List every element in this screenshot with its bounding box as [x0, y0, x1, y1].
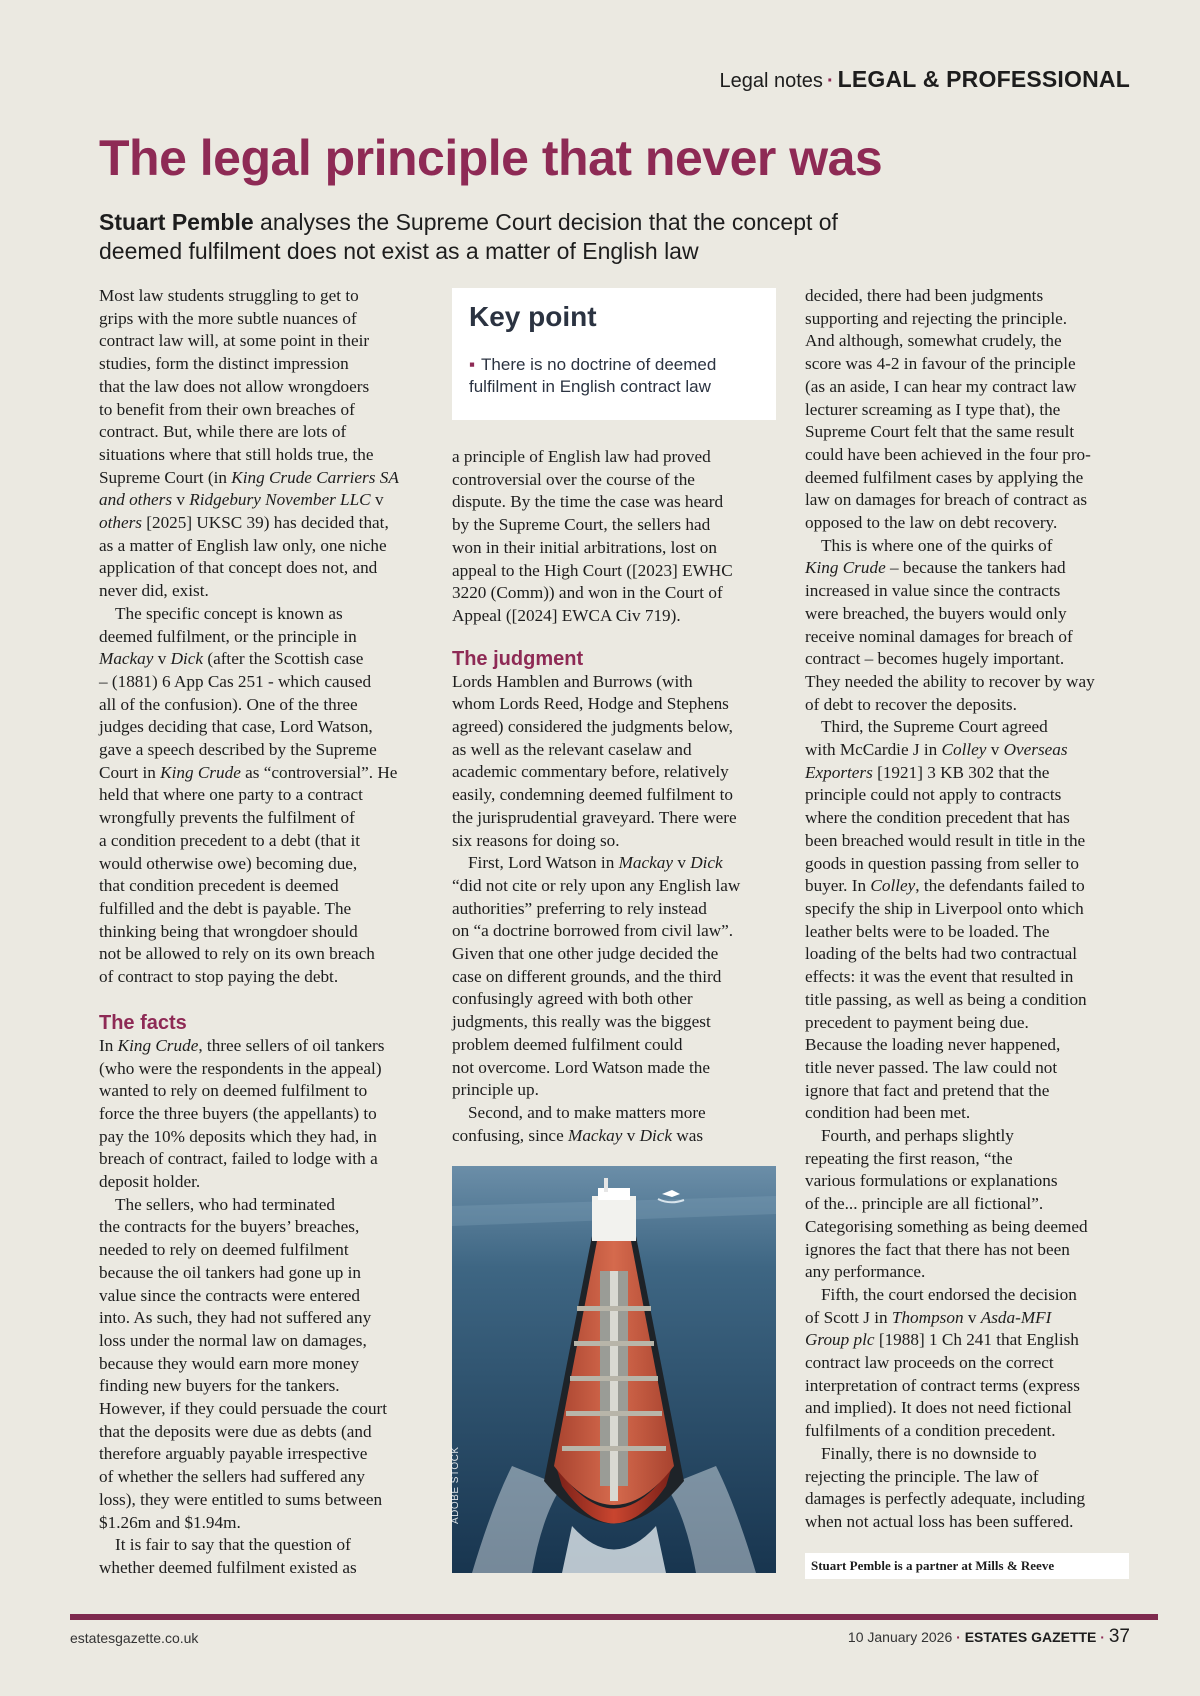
footer-rule [70, 1614, 1158, 1620]
body-paragraph: Finally, there is no downside to rejecting the principle. The law of damages is perfectly adequate, including when not actual loss has been suffered. [805, 1443, 1086, 1531]
footer-date: 10 January 2026 [847, 1629, 953, 1645]
body-paragraph: The specific concept is known as deemed fulfilment, or the principle in Mackay v Dick (after the Scottish case – (1881) 6 App Cas 251 - which caused all of the confusion). One of the three judges deciding that case, Lord Watson, gave a speech described by the Supreme Court in King Crude as “controversial”. He held that where one party to a contract wrongfully prevents the fulfilment of a condition precedent to a debt (that it would otherwise owe) becoming due, that condition precedent is deemed fulfilled and the debt is payable. The thinking being that wrongdoer should not be allowed to rely on its own breach of contract to stop paying the debt. [99, 603, 398, 987]
body-paragraph: decided, there had been judgments supporting and rejecting the principle. And although, somewhat crudely, the score was 4-2 in favour of the principle (as an aside, I can hear my contract law lecturer screaming as I type that), the Supreme Court felt that the same result could have been achieved in the four pro- deemed fulfilment cases by applying the law on damages for breach of contract as opposed to the law on debt recovery. [805, 286, 1091, 533]
standfirst [99, 208, 919, 266]
key-point-title: Key point [469, 301, 597, 332]
article-column-3 [805, 285, 1135, 1534]
footer-publication: ESTATES GAZETTE [964, 1629, 1097, 1645]
author-bio: Stuart Pemble is a partner at Mills & Reeve [805, 1553, 1129, 1579]
body-paragraph: This is where one of the quirks of King Crude – because the tankers had increased in value since the contracts were breached, the buyers would only receive nominal damages for breach of contract – becomes hugely important. They needed the ability to recover by way of debt to recover the deposits. [805, 535, 1095, 714]
headline: The legal principle that never was [99, 130, 883, 186]
section-kicker [720, 66, 1130, 93]
body-paragraph: Lords Hamblen and Burrows (with whom Lords Reed, Hodge and Stephens agreed) considered the judgments below, as well as the relevant caselaw and academic commentary before, relatively easily, condemning deemed fulfilment to the jurisprudential graveyard. There were six reasons for doing so. [452, 671, 737, 850]
body-paragraph: First, Lord Watson in Mackay v Dick “did not cite or rely upon any English law authorities” preferring to rely instead on “a doctrine borrowed from civil law”. Given that one other judge decided the case on different grounds, and the third confusingly agreed with both other judgments, this really was the biggest problem deemed fulfilment could not overcome. Lord Watson made the principle up. [452, 853, 741, 1100]
oil-tanker-image [452, 1166, 776, 1573]
section-label: LEGAL & PROFESSIONAL [837, 66, 1130, 92]
footer-website: estatesgazette.co.uk [70, 1630, 199, 1646]
body-paragraph: Fifth, the court endorsed the decision of Scott J in Thompson v Asda-MFI Group plc [1988] 1 Ch 241 that English contract law proceeds on the correct interpretation of contract terms (express and implied). It does not need fictional fulfilments of a condition precedent. [805, 1284, 1080, 1441]
key-point-item [469, 354, 769, 398]
body-paragraph: It is fair to say that the question of whether deemed fulfilment existed as [99, 1535, 357, 1577]
footer-folio [848, 1626, 1130, 1648]
key-point-text: There is no doctrine of deemed fulfilment in English contract law [469, 355, 717, 396]
body-paragraph: a principle of English law had proved controversial over the course of the dispute. By the time the case was heard by the Supreme Court, the sellers had won in their initial arbitrations, lost on appeal to the High Court ([2023] EWHC 3220 (Comm)) and won in the Court of Appeal ([2024] EWCA Civ 719). [452, 447, 733, 625]
body-paragraph: Second, and to make matters more confusing, since Mackay v Dick was [452, 1102, 706, 1145]
body-paragraph: The sellers, who had terminated the contracts for the buyers’ breaches, needed to rely on deemed fulfilment because the oil tankers had gone up in value since the contracts were entered into. As such, they had not suffered any loss under the normal law on damages, because they would earn more money finding new buyers for the tankers. However, if they could persuade the court that the deposits were due as debts (and therefore arguably payable irrespective of whether the sellers had suffered any loss), they were entitled to sums between $1.26m and $1.94m. [99, 1194, 388, 1532]
section-heading: The facts [99, 1011, 187, 1034]
article-column-1 [99, 285, 429, 1580]
kicker-label: Legal notes [719, 70, 823, 92]
bullet-icon: ▪ [469, 355, 476, 374]
body-paragraph: Most law students struggling to get to grips with the more subtle nuances of contract law will, at some point in their studies, form the distinct impression that the law does not allow wrongdoers to benefit from their own breaches of contract. But, while there are lots of situations where that still holds true, the Supreme Court (in King Crude Carriers SA and others v Ridgebury November LLC v others [2025] UKSC 39) has decided that, as a matter of English law only, one niche application of that concept does not, and never did, exist. [99, 286, 399, 601]
body-paragraph: In King Crude, three sellers of oil tankers (who were the respondents in the appeal) wanted to rely on deemed fulfilment to force the three buyers (the appellants) to pay the 10% deposits which they had, in breach of contract, failed to lodge with a deposit holder. [99, 1035, 385, 1192]
separator-dot: · [826, 70, 834, 92]
separator-dot: · [1100, 1629, 1105, 1645]
key-point-box [452, 288, 776, 420]
body-paragraph: Third, the Supreme Court agreed with McCardie J in Colley v Overseas Exporters [1921] 3 KB 302 that the principle could not apply to contracts where the condition precedent that has been breached would result in title in the goods in question passing from seller to buyer. In Colley, the defendants failed to specify the ship in Liverpool onto which leather belts were to be loaded. The loading of the belts had two contractual effects: it was the event that resulted in title passing, as well as being a condition precedent to payment being due. Because the loading never happened, title never passed. The law could not ignore that fact and pretend that the condition had been met. [805, 717, 1087, 1123]
section-heading: The judgment [452, 647, 584, 670]
author-name: Stuart Pemble [99, 209, 254, 235]
body-paragraph: Fourth, and perhaps slightly repeating the first reason, “the various formulations or explanations of the... principle are all fictional”. Categorising something as being deemed ignores the fact that there has not been any performance. [805, 1126, 1088, 1282]
standfirst-text: analyses the Supreme Court decision that the concept of deemed fulfilment does not exist as a matter of English law [99, 209, 838, 264]
photo-credit: ADOBE STOCK [450, 1446, 461, 1524]
article-column-2 [452, 446, 782, 1147]
separator-dot: · [956, 1629, 961, 1645]
tanker-photo [452, 1166, 776, 1573]
page-number: 37 [1108, 1626, 1130, 1647]
